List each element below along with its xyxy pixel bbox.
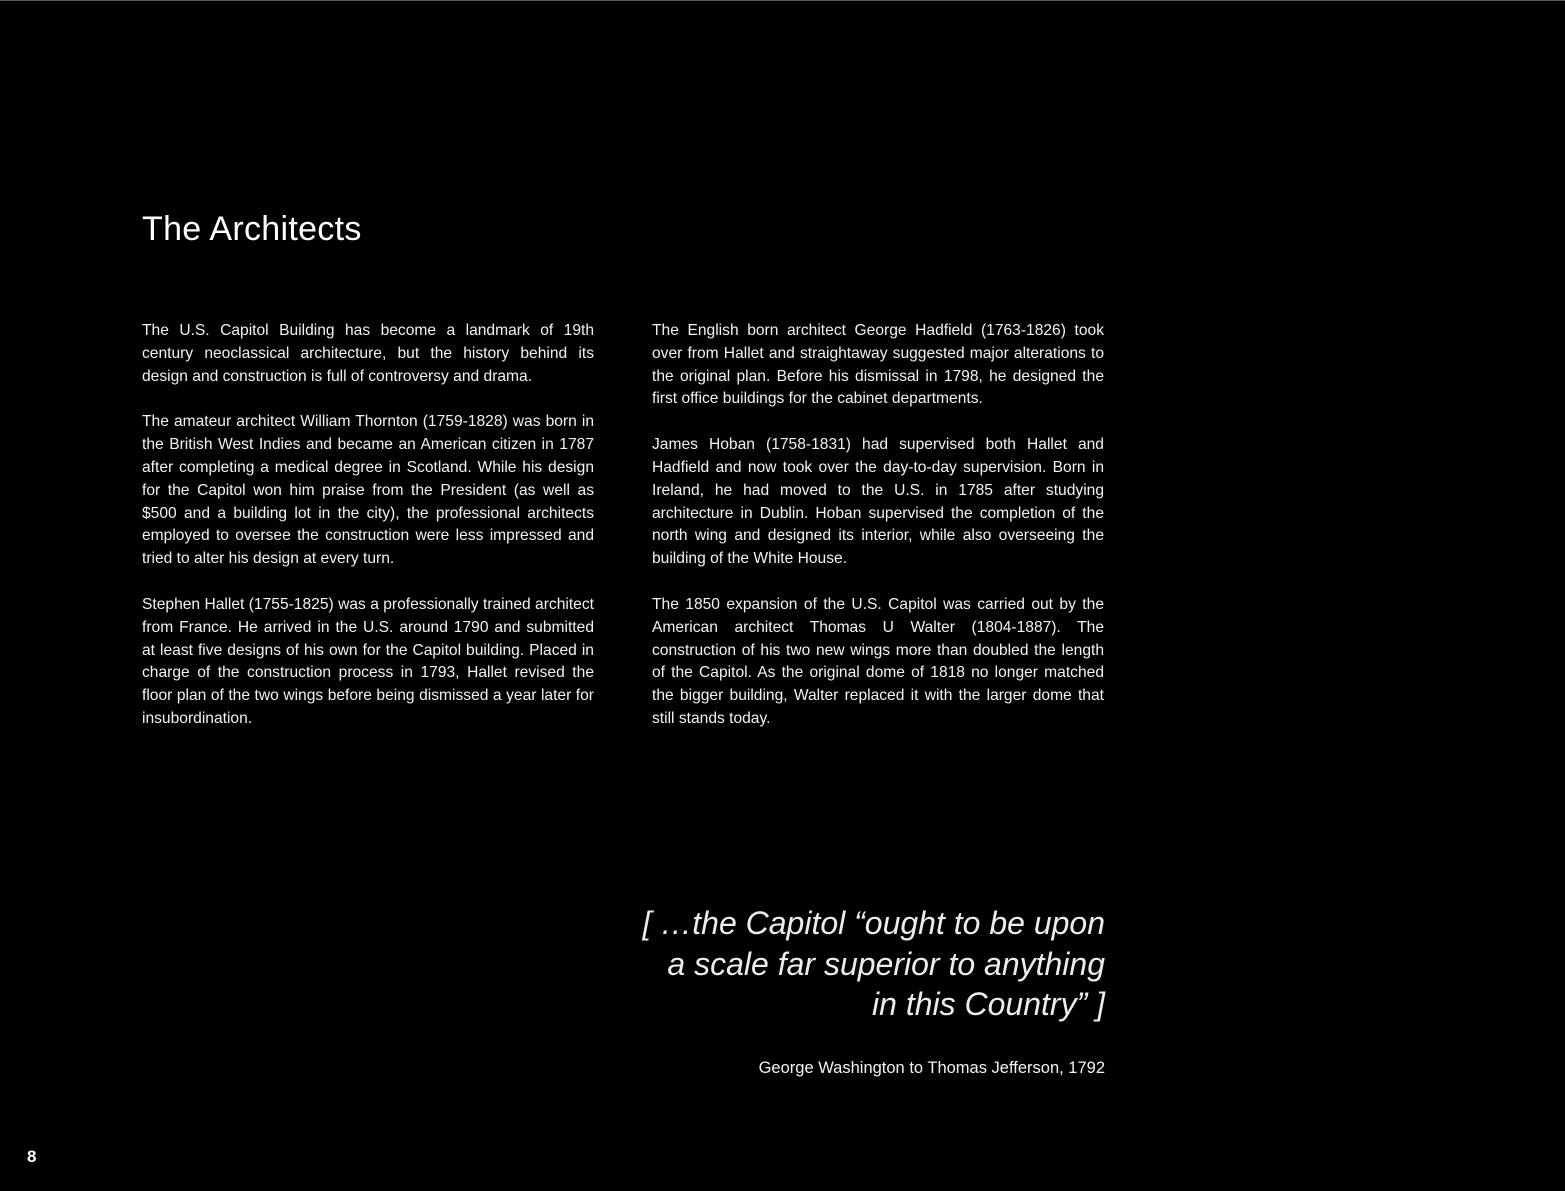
paragraph-hoban: James Hoban (1758-1831) had supervised both Hallet and Hadfield and now took over the day-to-day supervision. Born in Ireland, he had moved to the U.S. in 1785 after studying architecture in Dublin. Hoban supervised the completion of the north wing and designed its interior, while also overseeing the building of the White House. [652,436,1104,568]
page-title: The Architects [142,210,362,248]
paragraph-intro: The U.S. Capitol Building has become a landmark of 19th century neoclassical architecture, but the history behind its design and construction is full of controversy and drama. [142,322,594,385]
quote-line: [ …the Capitol “ought to be upon [642,905,1105,941]
pull-quote [545,903,1105,1025]
left-column [142,320,594,754]
quote-line: a scale far superior to anything [667,945,1105,982]
page-number: 8 [27,1147,37,1166]
right-column [652,320,1104,754]
paragraph-thornton: The amateur architect William Thornton (1759-1828) was born in the British West Indies and became an American citizen in 1787 after completing a medical degree in Scotland. While his design for the Capitol won him praise from the President (as well as $500 and a building lot in the city), the professional architects employed to oversee the construction were less impressed and tried to alter his design at every turn. [142,413,594,568]
paragraph-hallet: Stephen Hallet (1755-1825) was a professionally trained architect from France. He arrived in the U.S. around 1790 and submitted at least five designs of his own for the Capitol building. Placed in charge of the construction process in 1793, Hallet revised the floor plan of the two wings before being dismissed a year later for insubordination. [142,595,594,727]
quote-attribution: George Washington to Thomas Jefferson, 1792 [758,1059,1105,1077]
paragraph-walter: The 1850 expansion of the U.S. Capitol was carried out by the American architect Thomas U Walter (1804-1887). The construction of his two new wings more than doubled the length of the Capitol. As the original dome of 1818 no longer matched the bigger building, Walter replaced it with the larger dome that still stands today. [652,595,1104,727]
paragraph-hadfield: The English born architect George Hadfield (1763-1826) took over from Hallet and straightaway suggested major alterations to the original plan. Before his dismissal in 1798, he designed the first office buildings for the cabinet departments. [652,322,1104,408]
top-divider [0,0,1565,1]
quote-line: in this Country” ] [872,986,1105,1022]
